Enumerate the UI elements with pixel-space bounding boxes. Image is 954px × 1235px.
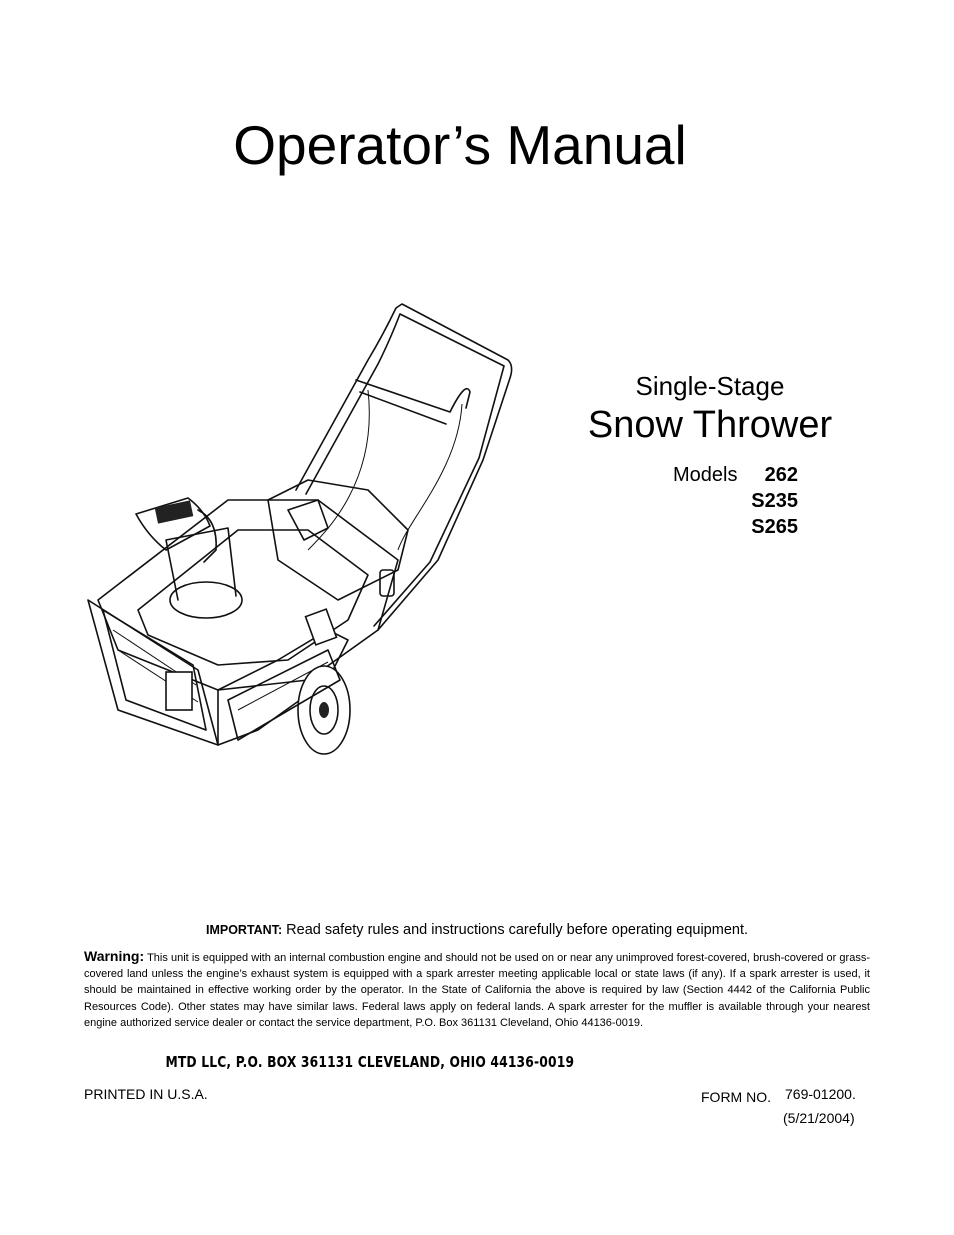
form-date: (5/21/2004) bbox=[783, 1110, 855, 1126]
important-notice bbox=[0, 920, 954, 940]
printed-in: PRINTED IN U.S.A. bbox=[84, 1086, 208, 1102]
important-label: IMPORTANT: bbox=[205, 923, 283, 937]
warning-text: This unit is equipped with an internal combustion engine and should not be used on or near any unimproved forest-covered, brush-covered or grass-covered land unless the engine’s exhaust system is equipped with a spark arrester meeting applicable local or state laws (if any). If a spark arrester is used, it should be maintained in effective working order by the operator. In the State of California the above is required by law (Section 4442 of the California Public Resources Code). Other states may have similar laws. Federal laws apply on federal lands. A spark arrester for the muffler is available through your nearest engine authorized service dealer or contact the service department, P.O. Box 361131 Cleveland, Ohio 44136-0019. bbox=[84, 952, 870, 1029]
warning-notice bbox=[84, 948, 870, 1031]
form-label: FORM NO. bbox=[701, 1089, 771, 1105]
snow-thrower-illustration bbox=[78, 300, 528, 770]
important-text: Read safety rules and instructions carefully before operating equipment. bbox=[286, 922, 749, 938]
model-number: S265 bbox=[751, 516, 798, 538]
model-number: 262 bbox=[764, 464, 798, 486]
models-label: Models bbox=[673, 464, 738, 486]
manual-title: Operator’s Manual bbox=[233, 114, 687, 176]
product-subtitle: Single-Stage bbox=[635, 371, 785, 401]
company-address: MTD LLC, P.O. BOX 361131 CLEVELAND, OHIO 44136-0019 bbox=[165, 1053, 575, 1071]
warning-label: Warning: bbox=[84, 948, 145, 964]
product-name: Snow Thrower bbox=[587, 404, 833, 446]
model-number: S235 bbox=[751, 490, 798, 512]
form-number: 769-01200. bbox=[785, 1086, 856, 1102]
